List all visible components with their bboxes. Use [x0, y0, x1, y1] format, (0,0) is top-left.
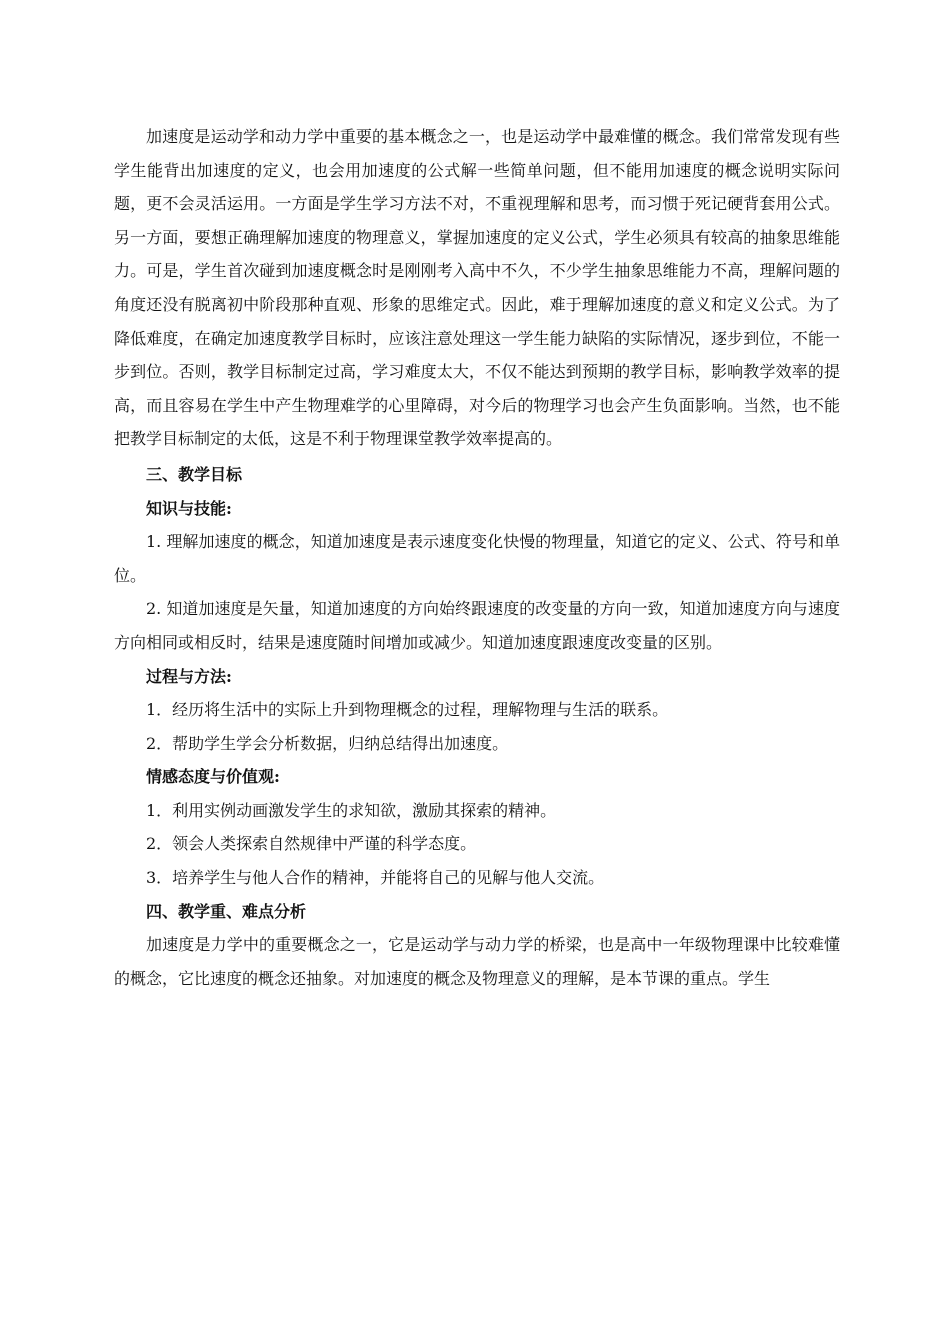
process-item-1: 1．经历将生活中的实际上升到物理概念的过程，理解物理与生活的联系。 [146, 700, 669, 720]
section4-title: 四、教学重、难点分析 [146, 901, 307, 921]
knowledge-title: 知识与技能: [146, 498, 232, 518]
intro-paragraph: 加速度是运动学和动力学中重要的基本概念之一，也是运动学中最难懂的概念。我们常常发现有些学生能背出加速度的定义，也会用加速度的公式解一些简单问题，但不能用加速度的概念说明实际问题，更不会灵活运用。一方面是学生学习方法不对，不重视理解和思考，而习惯于死记硬背套用公式。另一方面，要想正确理解加速度的物理意义，掌握加速度的定义公式，学生必须具有较高的抽象思维能力。可是，学生首次碰到加速度概念时是刚刚考入高中不久，不少学生抽象思维能力不高，理解问题的角度还没有脱离初中阶段那种直观、形象的思维定式。因此，难于理解加速度的意义和定义公式。为了降低难度，在确定加速度教学目标时，应该注意处理这一学生能力缺陷的实际情况，逐步到位，不能一步到位。否则，教学目标制定过高，学习难度太大，不仅不能达到预期的教学目标，影响教学效率的提高，而且容易在学生中产生物理难学的心里障碍，对今后的物理学习也会产生负面影响。当然，也不能把教学目标制定的太低，这是不利于物理课堂教学效率提高的。 [114, 127, 840, 449]
process-title: 过程与方法: [146, 666, 232, 686]
knowledge-item-2: 2. 知道加速度是矢量，知道加速度的方向始终跟速度的改变量的方向一致，知道加速度方向与速度方向相同或相反时，结果是速度随时间增加或减少。知道加速度跟速度改变量的区别。 [114, 599, 840, 652]
emotion-item-3: 3．培养学生与他人合作的精神，并能将自己的见解与他人交流。 [146, 868, 605, 888]
emotion-title: 情感态度与价值观: [146, 767, 280, 787]
emotion-item-2: 2．领会人类探索自然规律中严谨的科学态度。 [146, 834, 477, 854]
process-item-2: 2．帮助学生学会分析数据，归纳总结得出加速度。 [146, 733, 509, 753]
section3-title: 三、教学目标 [146, 464, 243, 484]
document-page [114, 120, 840, 995]
knowledge-item-1: 1. 理解加速度的概念，知道加速度是表示速度变化快慢的物理量，知道它的定义、公式、符号和单位。 [114, 532, 840, 585]
section4-paragraph: 加速度是力学中的重要概念之一，它是运动学与动力学的桥梁，也是高中一年级物理课中比较难懂的概念，它比速度的概念还抽象。对加速度的概念及物理意义的理解，是本节课的重点。学生 [114, 935, 840, 988]
emotion-item-1: 1．利用实例动画激发学生的求知欲，激励其探索的精神。 [146, 800, 557, 820]
